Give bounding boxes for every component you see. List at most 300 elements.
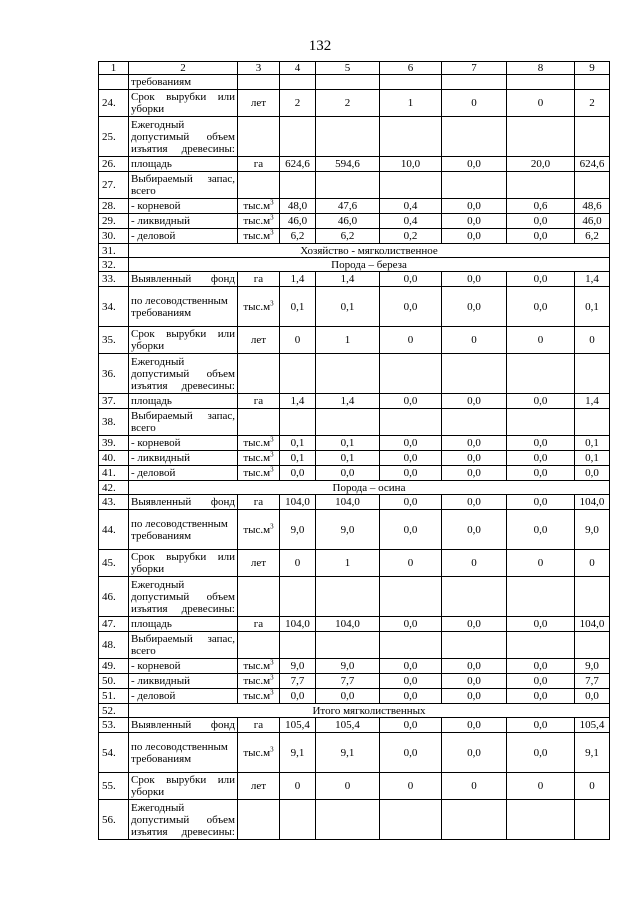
unit-text: тыс.м — [243, 300, 271, 313]
value-cell — [316, 632, 380, 659]
unit-cell — [238, 510, 280, 550]
table-row — [99, 773, 610, 800]
value-cell: 46,0 — [316, 214, 380, 229]
unit-text: тыс.м — [243, 437, 271, 449]
table-row — [99, 659, 610, 674]
table-row — [99, 733, 610, 773]
table-row — [99, 451, 610, 466]
unit-cell — [238, 287, 280, 327]
row-number: 24. — [99, 90, 129, 117]
table-row — [99, 287, 610, 327]
indicator-name: Выявленный фонд — [129, 495, 238, 510]
value-cell: 0 — [316, 773, 380, 800]
indicator-name: Ежегодный допустимый объем изъятия древесины: — [129, 354, 238, 394]
indicator-name: по лесоводственным требованиям — [129, 733, 238, 773]
value-cell — [575, 75, 610, 90]
table-row — [99, 510, 610, 550]
value-cell: 0,0 — [380, 659, 442, 674]
value-cell — [507, 354, 575, 394]
value-cell — [280, 577, 316, 617]
value-cell: 0,0 — [280, 466, 316, 481]
unit-text: тыс.м — [243, 215, 271, 227]
row-number: 42. — [99, 481, 129, 495]
value-cell: 0,0 — [442, 229, 507, 244]
value-cell: 1,4 — [316, 394, 380, 409]
value-cell: 0,0 — [442, 617, 507, 632]
indicator-name: Срок вырубки или уборки — [129, 773, 238, 800]
column-header: 9 — [575, 62, 610, 75]
value-cell: 1,4 — [575, 272, 610, 287]
value-cell: 0,0 — [316, 466, 380, 481]
value-cell: 0,0 — [280, 689, 316, 704]
row-number: 40. — [99, 451, 129, 466]
table-row — [99, 495, 610, 510]
row-number: 44. — [99, 510, 129, 550]
value-cell: 0 — [575, 773, 610, 800]
value-cell — [380, 354, 442, 394]
indicator-name: - деловой — [129, 689, 238, 704]
value-cell — [507, 117, 575, 157]
value-cell: 0,0 — [507, 659, 575, 674]
column-header: 8 — [507, 62, 575, 75]
table-row — [99, 272, 610, 287]
section-title: Хозяйство - мягколиственное — [129, 244, 610, 258]
value-cell: 0,0 — [380, 287, 442, 327]
value-cell: 0 — [507, 90, 575, 117]
value-cell — [280, 172, 316, 199]
value-cell: 0,1 — [316, 287, 380, 327]
unit-cell — [238, 466, 280, 481]
value-cell — [575, 117, 610, 157]
unit-text: га — [253, 395, 264, 407]
unit-exponent: 3 — [270, 744, 274, 753]
table-row — [99, 75, 610, 90]
row-number: 27. — [99, 172, 129, 199]
unit-text: тыс.м — [243, 523, 271, 536]
section-title: Порода – береза — [129, 258, 610, 272]
page-number: 132 — [308, 38, 332, 54]
value-cell — [507, 409, 575, 436]
value-cell: 624,6 — [575, 157, 610, 172]
value-cell: 0,0 — [442, 495, 507, 510]
value-cell — [316, 172, 380, 199]
unit-cell — [238, 451, 280, 466]
value-cell: 9,1 — [575, 733, 610, 773]
value-cell: 0,0 — [507, 451, 575, 466]
value-cell: 0,0 — [507, 466, 575, 481]
value-cell: 0,0 — [507, 436, 575, 451]
table-row — [99, 550, 610, 577]
indicator-name: Срок вырубки или уборки — [129, 90, 238, 117]
value-cell: 1,4 — [316, 272, 380, 287]
unit-cell — [238, 327, 280, 354]
column-header: 6 — [380, 62, 442, 75]
value-cell: 48,0 — [280, 199, 316, 214]
value-cell: 0,4 — [380, 199, 442, 214]
value-cell: 0,0 — [507, 229, 575, 244]
unit-text: га — [253, 618, 264, 630]
value-cell: 0,0 — [442, 689, 507, 704]
value-cell: 104,0 — [280, 495, 316, 510]
table-row — [99, 229, 610, 244]
table-row — [99, 632, 610, 659]
value-cell — [380, 632, 442, 659]
value-cell: 0,0 — [380, 617, 442, 632]
value-cell: 0,0 — [380, 394, 442, 409]
value-cell: 0,0 — [442, 510, 507, 550]
value-cell: 7,7 — [280, 674, 316, 689]
value-cell: 1,4 — [575, 394, 610, 409]
unit-exponent: 3 — [270, 658, 274, 667]
row-number: 36. — [99, 354, 129, 394]
value-cell: 9,0 — [280, 510, 316, 550]
value-cell: 0 — [442, 773, 507, 800]
forest-resources-table — [98, 61, 610, 840]
value-cell — [575, 409, 610, 436]
value-cell — [442, 117, 507, 157]
value-cell: 0,0 — [575, 466, 610, 481]
value-cell: 0,0 — [380, 689, 442, 704]
value-cell: 104,0 — [280, 617, 316, 632]
value-cell: 9,0 — [316, 659, 380, 674]
value-cell: 0 — [507, 773, 575, 800]
value-cell: 10,0 — [380, 157, 442, 172]
unit-cell — [238, 214, 280, 229]
value-cell — [575, 354, 610, 394]
value-cell: 20,0 — [507, 157, 575, 172]
value-cell: 0,0 — [442, 272, 507, 287]
table-row — [99, 718, 610, 733]
indicator-name: Срок вырубки или уборки — [129, 327, 238, 354]
unit-exponent: 3 — [270, 213, 274, 222]
unit-text: лет — [250, 334, 267, 346]
unit-exponent: 3 — [270, 450, 274, 459]
indicator-name: площадь — [129, 394, 238, 409]
indicator-name: Выбираемый запас, всего — [129, 632, 238, 659]
value-cell: 9,1 — [316, 733, 380, 773]
value-cell — [507, 800, 575, 840]
value-cell — [280, 354, 316, 394]
value-cell: 6,2 — [575, 229, 610, 244]
value-cell — [442, 632, 507, 659]
unit-text: лет — [250, 97, 267, 109]
column-header: 1 — [99, 62, 129, 75]
indicator-name: - ликвидный — [129, 214, 238, 229]
value-cell: 9,0 — [280, 659, 316, 674]
table-row — [99, 354, 610, 394]
unit-cell — [238, 800, 280, 840]
indicator-name: площадь — [129, 157, 238, 172]
value-cell: 0,0 — [507, 495, 575, 510]
value-cell — [575, 172, 610, 199]
row-number: 53. — [99, 718, 129, 733]
value-cell: 0,0 — [442, 733, 507, 773]
indicator-name: требованиям — [129, 75, 238, 90]
column-header: 3 — [238, 62, 280, 75]
value-cell: 6,2 — [316, 229, 380, 244]
value-cell: 7,7 — [575, 674, 610, 689]
value-cell — [316, 800, 380, 840]
value-cell: 0,0 — [507, 689, 575, 704]
indicator-name: - корневой — [129, 199, 238, 214]
row-number: 52. — [99, 704, 129, 718]
indicator-name: Ежегодный допустимый объем изъятия древесины: — [129, 577, 238, 617]
value-cell — [442, 354, 507, 394]
unit-text: тыс.м — [243, 230, 271, 242]
value-cell: 0,1 — [316, 451, 380, 466]
unit-cell — [238, 409, 280, 436]
unit-text: лет — [250, 557, 267, 569]
table-row — [99, 117, 610, 157]
table-row — [99, 90, 610, 117]
value-cell: 594,6 — [316, 157, 380, 172]
value-cell — [280, 409, 316, 436]
value-cell: 0,0 — [442, 674, 507, 689]
value-cell: 0,0 — [380, 272, 442, 287]
value-cell: 9,0 — [575, 659, 610, 674]
value-cell: 0 — [280, 550, 316, 577]
value-cell: 0,0 — [442, 287, 507, 327]
unit-exponent: 3 — [270, 435, 274, 444]
indicator-name: Ежегодный допустимый объем изъятия древесины: — [129, 800, 238, 840]
unit-exponent: 3 — [270, 688, 274, 697]
table-row — [99, 409, 610, 436]
value-cell: 0,4 — [380, 214, 442, 229]
value-cell — [507, 75, 575, 90]
row-number: 26. — [99, 157, 129, 172]
row-number: 55. — [99, 773, 129, 800]
value-cell: 0,1 — [575, 436, 610, 451]
value-cell: 0,0 — [380, 466, 442, 481]
value-cell: 0,0 — [507, 272, 575, 287]
value-cell — [380, 409, 442, 436]
value-cell — [442, 409, 507, 436]
value-cell: 0,1 — [575, 287, 610, 327]
value-cell: 0,0 — [380, 510, 442, 550]
value-cell — [316, 409, 380, 436]
unit-cell — [238, 90, 280, 117]
table-row — [99, 157, 610, 172]
row-number: 45. — [99, 550, 129, 577]
unit-text: тыс.м — [243, 675, 271, 687]
unit-exponent: 3 — [270, 673, 274, 682]
indicator-name: Выявленный фонд — [129, 272, 238, 287]
unit-text: тыс.м — [243, 660, 271, 672]
value-cell: 2 — [280, 90, 316, 117]
value-cell: 2 — [316, 90, 380, 117]
unit-cell — [238, 550, 280, 577]
row-number: 38. — [99, 409, 129, 436]
unit-text: га — [253, 496, 264, 508]
row-number: 48. — [99, 632, 129, 659]
unit-cell — [238, 229, 280, 244]
value-cell: 0,0 — [442, 466, 507, 481]
column-header: 7 — [442, 62, 507, 75]
value-cell: 1,4 — [280, 394, 316, 409]
table-row — [99, 394, 610, 409]
row-number — [99, 75, 129, 90]
row-number: 54. — [99, 733, 129, 773]
value-cell: 0,0 — [442, 199, 507, 214]
value-cell: 0,0 — [442, 436, 507, 451]
value-cell — [575, 577, 610, 617]
table-row — [99, 577, 610, 617]
value-cell: 46,0 — [575, 214, 610, 229]
row-number: 32. — [99, 258, 129, 272]
value-cell — [507, 632, 575, 659]
value-cell: 0,0 — [380, 674, 442, 689]
value-cell: 0 — [442, 327, 507, 354]
value-cell: 7,7 — [316, 674, 380, 689]
value-cell — [380, 577, 442, 617]
unit-cell — [238, 617, 280, 632]
value-cell — [380, 117, 442, 157]
value-cell: 0,0 — [442, 214, 507, 229]
value-cell: 105,4 — [316, 718, 380, 733]
value-cell: 0,0 — [507, 394, 575, 409]
table-row — [99, 436, 610, 451]
value-cell: 1 — [380, 90, 442, 117]
table-row — [99, 327, 610, 354]
value-cell — [442, 800, 507, 840]
column-header: 5 — [316, 62, 380, 75]
value-cell: 9,0 — [316, 510, 380, 550]
table-row — [99, 674, 610, 689]
unit-cell — [238, 689, 280, 704]
value-cell — [316, 354, 380, 394]
value-cell: 2 — [575, 90, 610, 117]
unit-text: тыс.м — [243, 467, 271, 479]
value-cell: 0,0 — [380, 436, 442, 451]
unit-exponent: 3 — [270, 465, 274, 474]
row-number: 47. — [99, 617, 129, 632]
unit-exponent: 3 — [270, 521, 274, 530]
indicator-name: площадь — [129, 617, 238, 632]
value-cell: 0,0 — [507, 733, 575, 773]
unit-text: тыс.м — [243, 690, 271, 702]
value-cell — [380, 800, 442, 840]
value-cell — [575, 800, 610, 840]
unit-text: тыс.м — [243, 200, 271, 212]
indicator-name: - деловой — [129, 229, 238, 244]
table-row — [99, 199, 610, 214]
value-cell: 0,0 — [507, 617, 575, 632]
unit-cell — [238, 718, 280, 733]
unit-cell — [238, 272, 280, 287]
indicator-name: Выбираемый запас, всего — [129, 172, 238, 199]
row-number: 49. — [99, 659, 129, 674]
value-cell: 0,0 — [442, 394, 507, 409]
row-number: 51. — [99, 689, 129, 704]
value-cell: 0,0 — [442, 659, 507, 674]
row-number: 25. — [99, 117, 129, 157]
section-row — [99, 481, 610, 495]
unit-cell — [238, 75, 280, 90]
value-cell — [316, 117, 380, 157]
indicator-name: Срок вырубки или уборки — [129, 550, 238, 577]
value-cell: 0,0 — [380, 718, 442, 733]
table-row — [99, 800, 610, 840]
value-cell: 104,0 — [575, 617, 610, 632]
table-header-row — [99, 62, 610, 75]
value-cell: 0 — [280, 773, 316, 800]
value-cell: 105,4 — [575, 718, 610, 733]
indicator-name: - деловой — [129, 466, 238, 481]
value-cell: 9,1 — [280, 733, 316, 773]
value-cell: 624,6 — [280, 157, 316, 172]
unit-exponent: 3 — [270, 198, 274, 207]
value-cell — [280, 800, 316, 840]
table-row — [99, 689, 610, 704]
unit-cell — [238, 117, 280, 157]
value-cell: 0,0 — [442, 718, 507, 733]
value-cell — [575, 632, 610, 659]
unit-cell — [238, 773, 280, 800]
indicator-name: - ликвидный — [129, 674, 238, 689]
row-number: 41. — [99, 466, 129, 481]
indicator-name: по лесоводственным требованиям — [129, 510, 238, 550]
value-cell — [442, 577, 507, 617]
value-cell: 0 — [380, 773, 442, 800]
table-row — [99, 617, 610, 632]
table-row — [99, 172, 610, 199]
section-row — [99, 244, 610, 258]
value-cell: 0,0 — [442, 157, 507, 172]
row-number: 35. — [99, 327, 129, 354]
indicator-name: Ежегодный допустимый объем изъятия древесины: — [129, 117, 238, 157]
unit-cell — [238, 674, 280, 689]
unit-cell — [238, 436, 280, 451]
value-cell: 0,2 — [380, 229, 442, 244]
unit-text: тыс.м — [243, 452, 271, 464]
unit-cell — [238, 199, 280, 214]
indicator-name: по лесоводственным требованиям — [129, 287, 238, 327]
unit-exponent: 3 — [270, 228, 274, 237]
value-cell: 0,0 — [316, 689, 380, 704]
indicator-name: - корневой — [129, 659, 238, 674]
indicator-name: Выбираемый запас, всего — [129, 409, 238, 436]
unit-cell — [238, 354, 280, 394]
unit-cell — [238, 577, 280, 617]
table-row — [99, 466, 610, 481]
value-cell: 0,0 — [575, 689, 610, 704]
row-number: 33. — [99, 272, 129, 287]
unit-cell — [238, 172, 280, 199]
value-cell: 1,4 — [280, 272, 316, 287]
value-cell — [507, 577, 575, 617]
row-number: 29. — [99, 214, 129, 229]
value-cell: 9,0 — [575, 510, 610, 550]
value-cell: 47,6 — [316, 199, 380, 214]
value-cell: 0 — [442, 550, 507, 577]
value-cell — [442, 75, 507, 90]
row-number: 56. — [99, 800, 129, 840]
unit-exponent: 3 — [270, 298, 274, 307]
value-cell — [316, 577, 380, 617]
section-row — [99, 704, 610, 718]
row-number: 34. — [99, 287, 129, 327]
section-title: Итого мягколиственных — [129, 704, 610, 718]
value-cell: 0 — [442, 90, 507, 117]
section-title: Порода – осина — [129, 481, 610, 495]
section-row — [99, 258, 610, 272]
row-number: 37. — [99, 394, 129, 409]
column-header: 2 — [129, 62, 238, 75]
value-cell: 0 — [507, 550, 575, 577]
value-cell: 0 — [575, 550, 610, 577]
unit-text: тыс.м — [243, 746, 271, 759]
unit-cell — [238, 632, 280, 659]
